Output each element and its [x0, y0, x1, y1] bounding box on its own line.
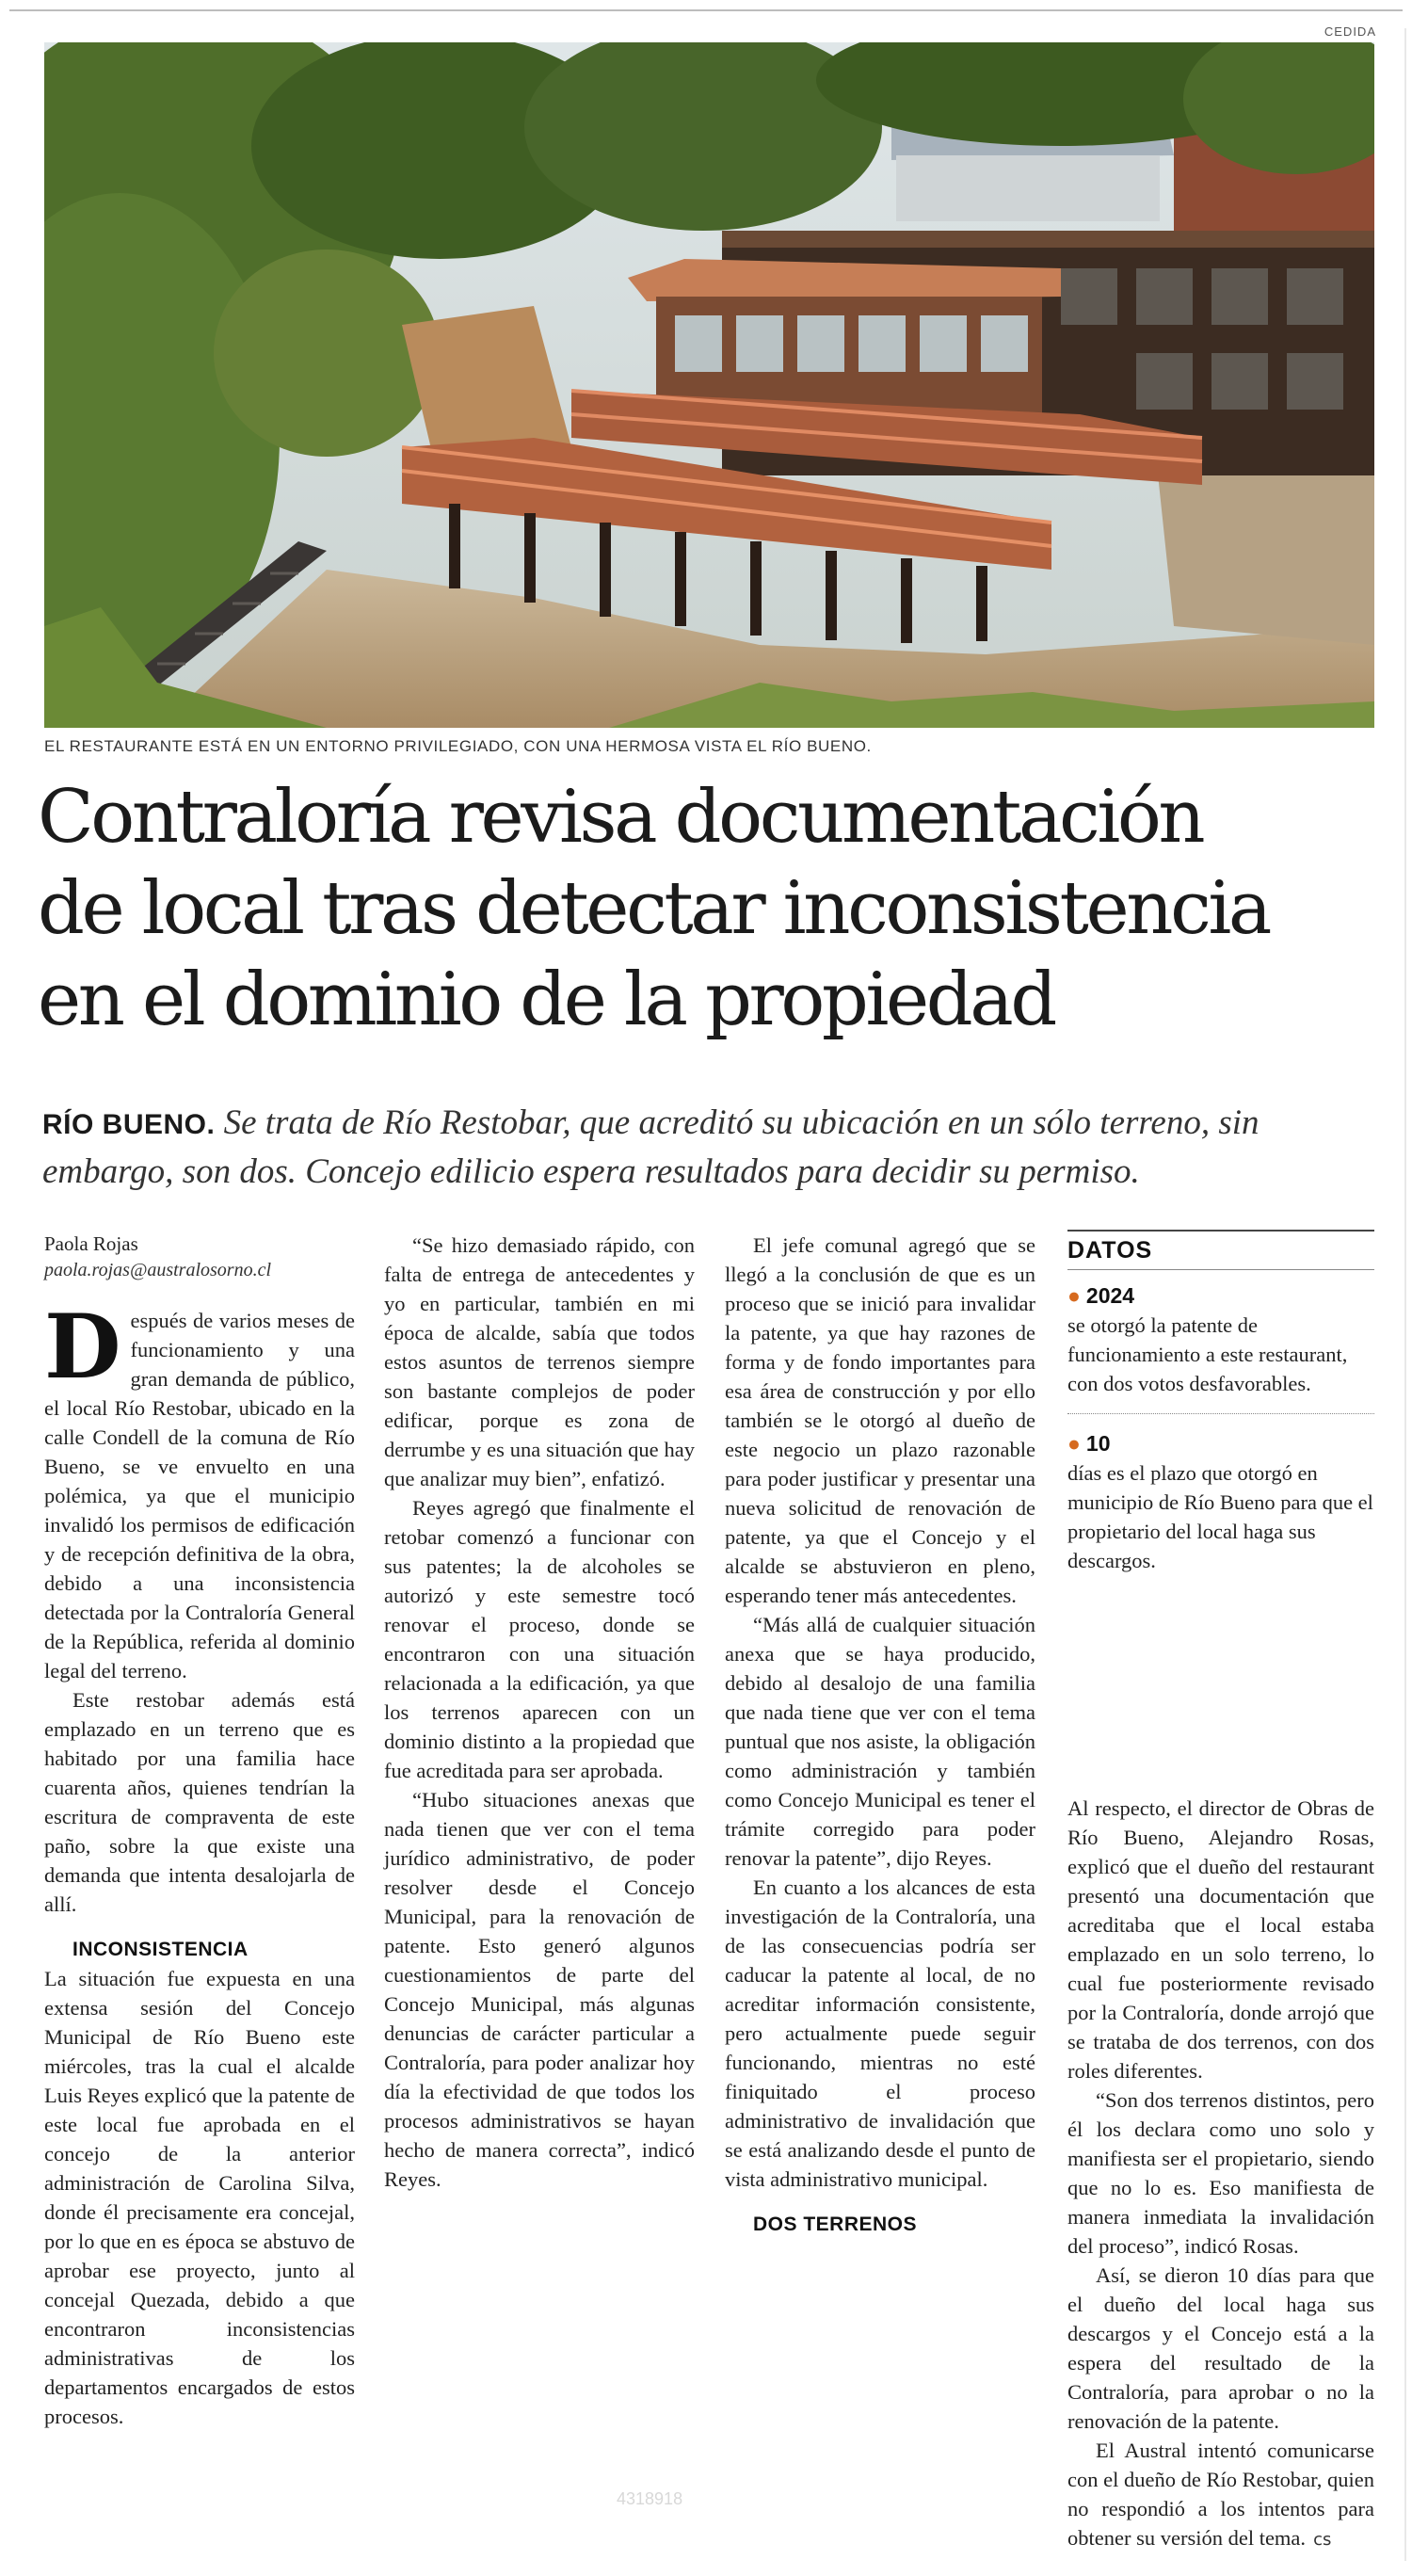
headline-line-2: de local tras detectar inconsistencia [38, 866, 1270, 951]
top-rule [9, 9, 1403, 11]
bullet-icon: ● [1067, 1431, 1081, 1456]
article-column-3 [725, 1231, 1035, 2239]
paragraph-11: “Son dos terrenos distintos, pero él los declara como uno solo y manifiesta ser el propietario, siendo que no lo es. Eso manifiesta de manera inmediata la invalidación del proceso”, indicó Rosas. [1067, 2088, 1374, 2258]
paragraph-1-text: espués de varios meses de funcionamiento y una gran demanda de público, el local Río Restobar, ubicado en la calle Condell de la comuna de Río Bueno, se ve envuelto en una polémica, ya que el municipio invalidó los permisos de edificación y de recepción definitiva de la obra, debido a una inconsistencia detectada por la Contraloría General de la República, referida al dominio legal del terreno. [44, 1309, 355, 1682]
deck [42, 1100, 1388, 1196]
dato-number-value: 10 [1085, 1431, 1111, 1456]
dato-text: se otorgó la patente de funcionamiento a este restaurant, con dos votos desfavorables. [1067, 1313, 1348, 1395]
paragraph-8: “Más allá de cualquier situación anexa que se haya producido, debido al desalojo de una familia que nada tiene que ver con el tema puntual que nos asiste, la obligación como administración y también como Concejo Municipal es tener el trámite corregido para poder renovar la patente”, dijo Reyes. [725, 1613, 1035, 1870]
article-column-2 [384, 1231, 695, 2194]
dropcap: D [44, 1296, 121, 1399]
datos-title-rule [1067, 1269, 1374, 1270]
photo-credit: CEDIDA [1324, 24, 1376, 39]
headline [38, 772, 1384, 1046]
subhead-dos-terrenos: DOS TERRENOS [753, 2214, 918, 2235]
paragraph-9: En cuanto a los alcances de esta investigación de la Contraloría, una de las consecuencias podría ser caducar la patente al local, de no acreditar información consistente, pero actualmente puede seguir funcionando, mientras no esté finiquitado el proceso administrativo de invalidación que se está analizando desde el punto de vista administrativo municipal. [725, 1876, 1035, 2191]
paragraph-2: Este restobar además está emplazado en un terreno que es habitado por una familia hace cuarenta años, quienes tendrían la escritura de compraventa de este paño, sobre la que existe una demanda que intenta desalojarla de allí. [44, 1688, 355, 1916]
article-column-1 [44, 1231, 355, 2431]
paragraph-12: Así, se dieron 10 días para que el dueño del local haga sus descargos y el Concejo está a la espera del resultado de la Contraloría, para aprobar o no la renovación de la patente. [1067, 2263, 1374, 2433]
dato-number-value: 2024 [1085, 1283, 1135, 1308]
dato-item [1067, 1281, 1374, 1398]
datos-title: DATOS [1067, 1237, 1153, 1264]
photo-caption: EL RESTAURANTE ESTÁ EN UN ENTORNO PRIVILEGIADO, CON UNA HERMOSA VISTA EL RÍO BUENO. [44, 737, 872, 755]
paragraph-3: La situación fue expuesta en una extensa sesión del Concejo Municipal de Río Bueno este miércoles, tras la cual el alcalde Luis Reyes explicó que la patente de este local fue aprobada en el concejo de la anterior administración de Carolina Silva, donde él precisamente era concejal, por lo que en es época se abstuvo de aprobar ese proyecto, junto al concejal Quezada, debido a que encontraron inconsistencias administrativas de los departamentos encargados de estos procesos. [44, 1967, 355, 2428]
dato-number [1067, 1429, 1374, 1458]
watermark: 4318918 [617, 2489, 683, 2508]
deck-text: Se trata de Río Restobar, que acreditó su ubicación en un sólo terreno, sin embargo, son dos. Concejo edilicio espera resultados para decidir su permiso. [42, 1103, 1260, 1191]
end-mark-icon: cs [1313, 2530, 1332, 2550]
subhead-inconsistencia: INCONSISTENCIA [72, 1939, 249, 1960]
dato-item [1067, 1429, 1374, 1575]
datos-box [1067, 1230, 1374, 1598]
paragraph-10: Al respecto, el director de Obras de Río Bueno, Alejandro Rosas, explicó que el dueño del restaurant presentó una documentación que acreditaba que el local estaba emplazado en un solo terreno, lo cual fue posteriormente revisado por la Contraloría, donde arrojó que se trataba de dos terrenos, con dos roles diferentes. [1067, 1796, 1374, 2083]
paragraph-5: Reyes agregó que finalmente el retobar comenzó a funcionar con sus patentes; la de alcoholes se autorizó y este semestre tocó renovar el proceso, donde se encontraron con una situación relacionada a la edificación, ya que los terrenos aparecen con un dominio distinto a la propiedad que fue acreditada para ser aprobada. [384, 1496, 695, 1782]
dato-separator [1067, 1413, 1374, 1414]
dato-text: días es el plazo que otorgó en municipio de Río Bueno para que el propietario del local haga sus descargos. [1067, 1461, 1373, 1572]
dato-number [1067, 1281, 1374, 1311]
byline-email: paola.rojas@australosorno.cl [44, 1260, 272, 1280]
paragraph-13-text: El Austral intentó comunicarse con el dueño de Río Restobar, quien no respondió a los intentos para obtener su versión del tema. [1067, 2439, 1374, 2550]
deck-lead: RÍO BUENO. [42, 1109, 216, 1140]
article-column-4 [1067, 1794, 1374, 2554]
paragraph-1 [44, 1296, 355, 1685]
bullet-icon: ● [1067, 1283, 1081, 1308]
headline-line-3: en el dominio de la propiedad [38, 958, 1054, 1042]
restaurant-photo [44, 42, 1374, 728]
paragraph-4: “Se hizo demasiado rápido, con falta de entrega de antecedentes y yo en particular, también en mi época de alcalde, sabía que todos estos asuntos de terrenos siempre son bastante complejos de poder edificar, porque es zona de derrumbe y es una situación que hay que analizar muy bien”, enfatizó. [384, 1233, 695, 1490]
byline-author: Paola Rojas [44, 1232, 138, 1255]
paragraph-7: El jefe comunal agregó que se llegó a la conclusión de que es un proceso que se inició para invalidar la patente, ya que hay razones de forma y de fondo importantes para esa área de construcción y por ello también se le otorgó al dueño de este negocio un plazo razonable para poder justificar y presentar una nueva solicitud de renovación de patente, ya que el Concejo y el alcalde se abstuvieron en pleno, esperando tener más antecedentes. [725, 1233, 1035, 1607]
page-edge [1404, 28, 1406, 2561]
paragraph-6: “Hubo situaciones anexas que nada tienen que ver con el tema jurídico administrativo, de poder resolver desde el Concejo Municipal, para la renovación de patente. Esto generó algunos cuestionamientos de parte del Concejo Municipal, más algunas denuncias de carácter particular a Contraloría, para poder analizar hoy día la efectividad de que todos los procesos administrativos se hayan hecho de manera correcta”, indicó Reyes. [384, 1788, 695, 2191]
paragraph-13 [1067, 2436, 1374, 2554]
headline-line-1: Contraloría revisa documentación [38, 775, 1203, 860]
